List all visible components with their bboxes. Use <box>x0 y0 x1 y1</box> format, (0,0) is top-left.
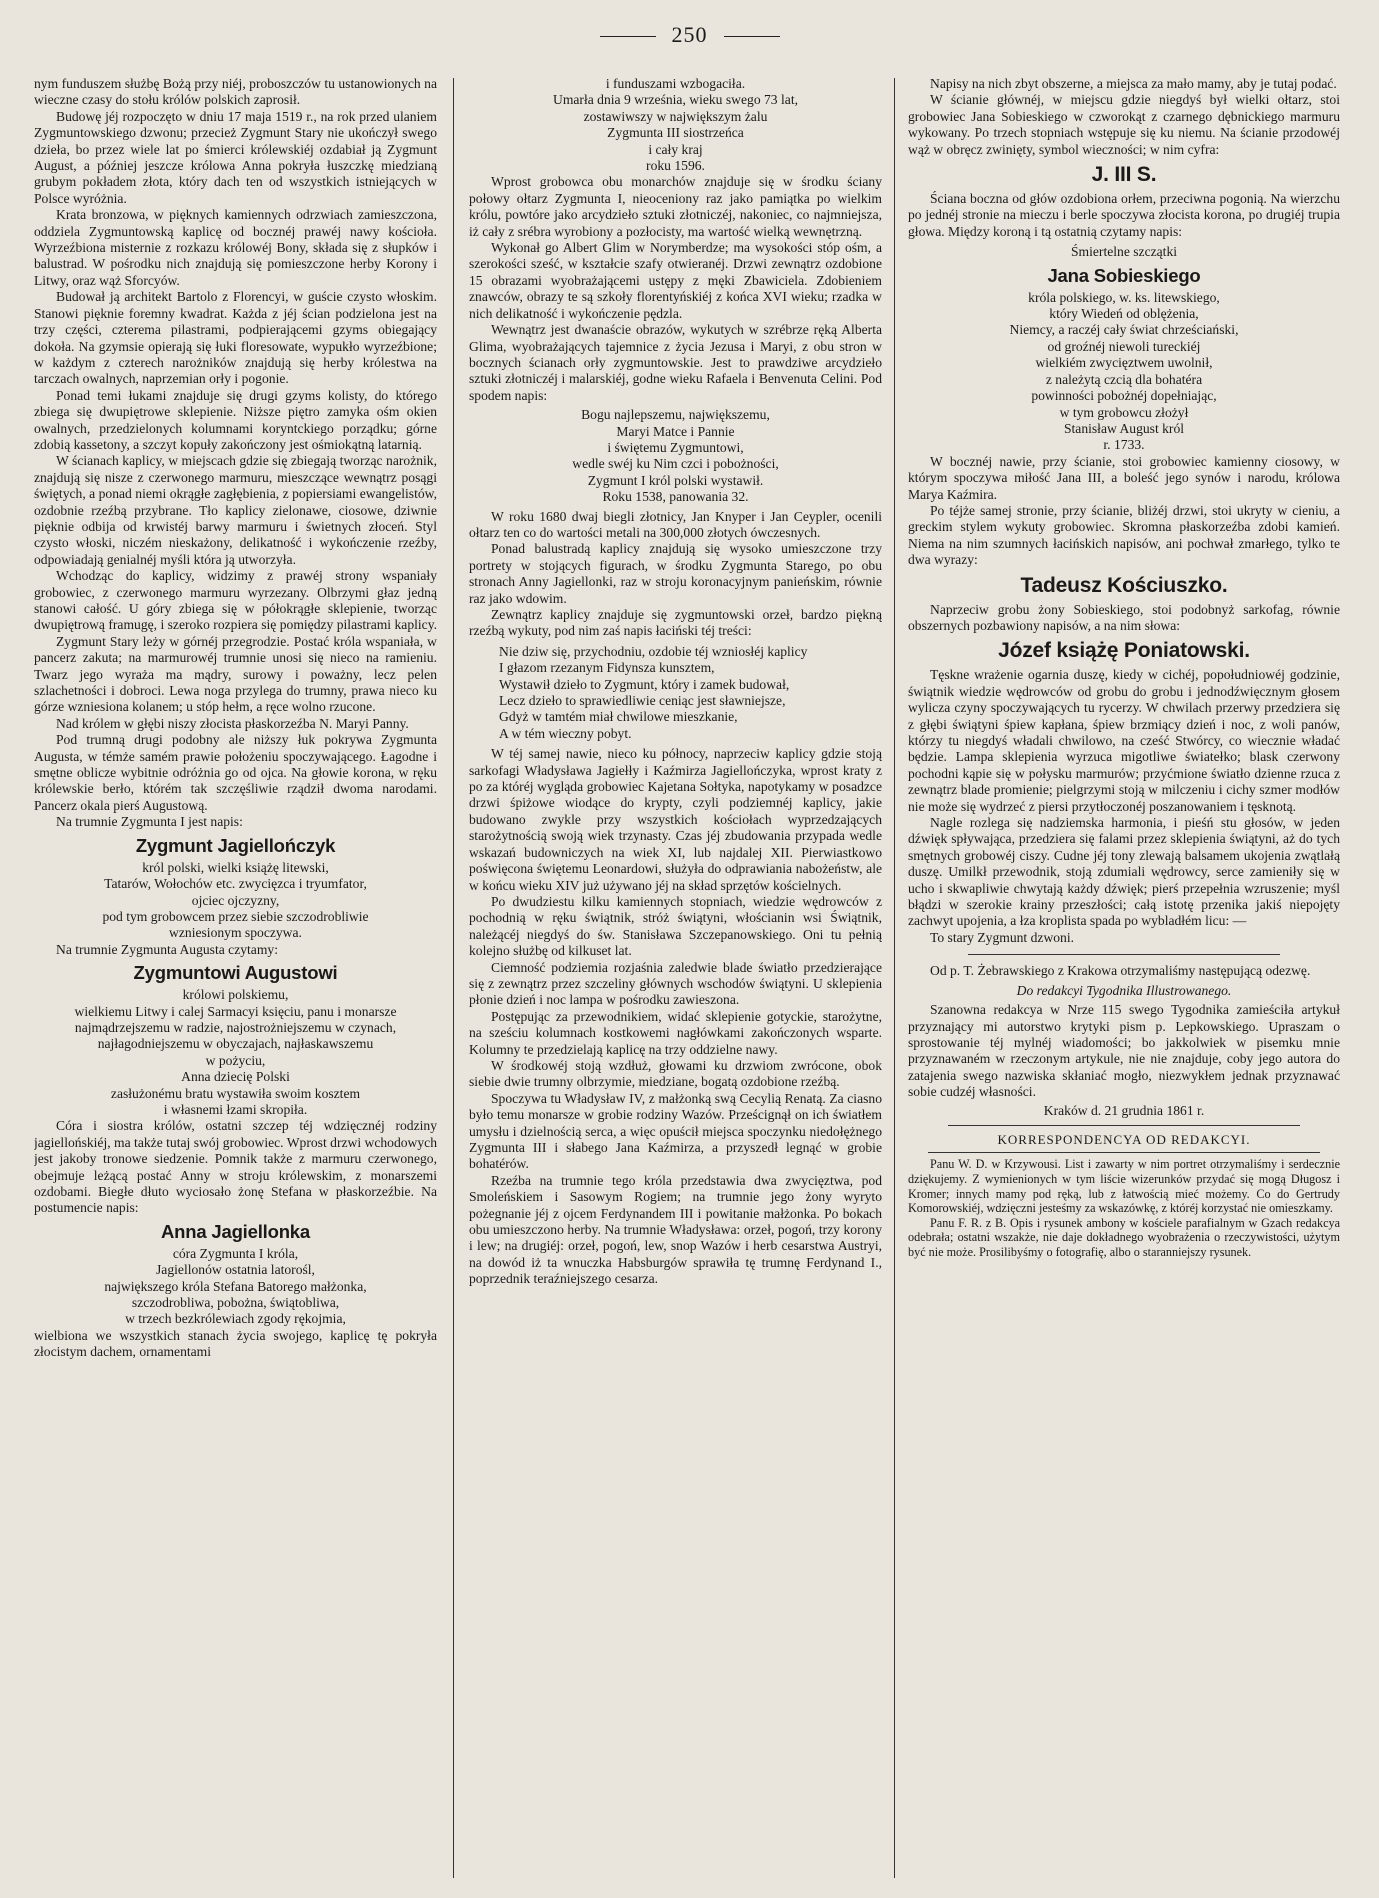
paragraph: Na trumnie Zygmunta Augusta czytamy: <box>56 941 278 957</box>
epitaph-line: i cały kraj <box>648 141 703 157</box>
epitaph-line: Anna dziecię Polski <box>181 1069 290 1085</box>
inscription-line: Roku 1538, panowania 32. <box>602 489 749 505</box>
epitaph-line: Stanisław August król <box>1063 420 1185 436</box>
paragraph: Wewnątrz jest dwanaście obrazów, wykutych w szrébrze ręką Alberta Glima, wyobrażających tajemnice z życia Jezusa i Maryi, z obu stron w bocznych ścianach orły zygmuntowskie. Jest to prawdziwe arcydzieło sztuki złotniczéj i malarskiéj, godne wieku Rafaela i Benvenuta Celini. Pod spodem napis: <box>469 322 882 403</box>
epitaph-line: r. 1733. <box>1103 437 1145 453</box>
column-divider-1 <box>453 78 454 1878</box>
epitaph-name: Zygmunt Jagiellończyk <box>135 834 336 856</box>
verse-line: A w tém wieczny pobyt. <box>499 725 632 741</box>
paragraph: Wykonał go Albert Glim w Norymberdze; ma wysokości stóp ośm, a szerokości sześć, w kształcie szafy otwieranéj. Drzwi zewnątrz ozdobione 15 obrazami wyobrażającemi ustępy z męki Zbawiciela. Zdobieniem znawców, obrazy te są szkoły florentyńskiéj z końca XVI wieku; rzadka w nich delikatność i wykończenie pędzla. <box>469 240 882 321</box>
column-1 <box>34 76 437 1882</box>
epitaph-line: od groźnéj niewoli tureckiéj <box>1047 338 1201 354</box>
epitaph-line: najmądrzejszemu w radzie, najostrożniejszemu w czynach, <box>74 1019 397 1035</box>
epitaph-line: który Wiedeń od oblężenia, <box>1049 306 1199 322</box>
correspondence-title: KORRESPONDENCYA OD REDAKCYI. <box>997 1131 1251 1147</box>
epitaph-line: Umarła dnia 9 września, wieku swego 73 lat, <box>553 92 798 108</box>
epitaph <box>34 1246 437 1328</box>
paragraph: Postępując za przewodnikiem, widać sklepienie gotyckie, starożytne, na sześciu kolumnach kostkowemi nagłówkami zakończonych wsparte. Kolumny te przedzielają kaplicę na trzy oddzielne nawy. <box>469 1008 882 1057</box>
epitaph-line: pod tym grobowcem przez siebie szczodrobliwie <box>102 908 369 924</box>
letter-intro: Od p. T. Żebrawskiego z Krakowa otrzymaliśmy następującą odezwę. <box>930 963 1311 979</box>
epitaph-name: Jana Sobieskiego <box>1047 264 1201 286</box>
verse-line: Nie dziw się, przychodniu, ozdobie téj wzniosłéj kaplicy <box>499 643 808 659</box>
paragraph: W roku 1680 dwaj biegli złotnicy, Jan Knyper i Jan Ceypler, ocenili ołtarz ten co do wartości metali na 300,000 złotych ówczesnych. <box>469 508 882 540</box>
header-rule-left <box>600 36 656 37</box>
epitaph-line: szczodrobliwa, pobożna, świątobliwa, <box>131 1295 340 1311</box>
epitaph-name: Józef książę Poniatowski. <box>998 639 1250 663</box>
letter-date: Kraków d. 21 grudnia 1861 r. <box>1043 1102 1205 1118</box>
epitaph-line: zasłużonému bratu wystawiła swoim kosztem <box>110 1085 361 1101</box>
paragraph: Naprzeciw grobu żony Sobieskiego, stoi podobnyż sarkofag, równie obszernych pozbawiony napisów, a na nim słowa: <box>908 601 1340 633</box>
inscription-line: Maryi Matce i Pannie <box>616 423 735 439</box>
paragraph: W ścianie głównéj, w miejscu gdzie niegdyś był wielki ołtarz, stoi grobowiec Jana Sobieskiego w czworokąt z czarnego dębnickiego marmuru wykowany. Po trzech stopniach wstępuje się ku niemu. Na ścianie przodowéj wąż w obręcz zwinięty, symbol wieczności; w nim cyfra: <box>908 92 1340 157</box>
epitaph-line: wielkiém zwycięztwem uwolnił, <box>1035 355 1213 371</box>
paragraph: Napisy na nich zbyt obszerne, a miejsca za mało mamy, aby je tutaj podać. <box>930 76 1337 91</box>
epitaph-line: córa Zygmunta I króla, <box>172 1245 299 1261</box>
paragraph: Ciemność podziemia rozjaśnia zaledwie blade światło przedzierające się z zewnątrz przez szczeliny głównych wschodów świątyni. U sklepienia płonie dzień i noc lampa w pośrodku zawieszona. <box>469 959 882 1008</box>
epitaph-line: Tatarów, Wołochów etc. zwycięzca i tryumfator, <box>104 876 367 892</box>
paragraph: Zewnątrz kaplicy znajduje się zygmuntowski orzeł, bardzo piękną rzeźbą wykuty, pod nim zaś napis łaciński téj treści: <box>469 607 882 639</box>
epitaph-line: w tym grobowcu złożył <box>1059 404 1189 420</box>
verse-line: Lecz dzieło to sprawiedliwie ceniąc jest sławniejsze, <box>499 693 786 709</box>
verse <box>499 644 882 742</box>
epitaph-line: król polski, wielki książę litewski, <box>142 859 329 875</box>
paragraph: nym funduszem służbę Bożą przy niéj, proboszczów tu ustanowionych na wieczne czasy do stołu królów polskich zaprosił. <box>34 76 437 108</box>
inscription-line: Zygmunt I król polski wystawił. <box>587 472 764 488</box>
epitaph-line: Niemcy, a raczéj cały świat chrześciański, <box>1009 322 1239 338</box>
epitaph <box>34 860 437 942</box>
paragraph: W téj samej nawie, nieco ku północy, naprzeciw kaplicy gdzie stoją sarkofagi Władysława Jagiełły i Kaźmirza Jagiellończyka, wprost kraty z po za któréj wygląda grobowiec Kajetana Sołtyka, napotykamy w posadzce drzwi śpiżowe wiodące do krypty, czyli podziemnéj kaplicy, jakie budowano zwykle przy wszystkich kościołach wyprzedzających starożytnością swoją wiek trzynasty. Czas jéj zbudowania przypada wedle wskazań budowniczych na wiek XI, lub najdalej XII. Pierwiastkowo poświęcona świętemu Leonardowi, służyła do odprawiania nabożeństw, ale w końcu wieku XIV już używano jéj na skład sprzętów kościelnych. <box>469 746 882 893</box>
column-2 <box>469 76 882 1882</box>
correspondence-note: Panu W. D. w Krzywousi. List i zawarty w nim portret otrzymaliśmy i serdecznie dziękujemy. Z wymienionych w tym liście wizerunków przydać się mogą Długosz i Kromer; innych mamy pod ręką, lub z łatwością mieć możemy. Co do Gertrudy Komorowskiéj, wdzięczni jesteśmy za wskazówkę, z któréj korzystać nie omieszkamy. <box>908 1157 1340 1216</box>
epitaph-name: Zygmuntowi Augustowi <box>133 962 338 984</box>
verse-line: I głazom rzezanym Fidynsza kunsztem, <box>499 660 715 676</box>
epitaph-line: największego króla Stefana Batorego małżonka, <box>104 1278 367 1294</box>
epitaph-line: królowi polskiemu, <box>182 987 289 1003</box>
epitaph-line: ojciec ojczyzny, <box>191 892 280 908</box>
epitaph-name: Anna Jagiellonka <box>161 1220 310 1242</box>
epitaph-line: i własnemi łzami skropiła. <box>163 1101 308 1117</box>
paragraph: W środkowéj stoją wzdłuż, głowami ku drzwiom zwrócone, obok siebie dwie trumny olbrzymie, miedziane, bogatą ozdobione rzeźbą. <box>469 1057 882 1090</box>
cypher: J. III S. <box>1091 163 1157 187</box>
epitaph-name: Tadeusz Kościuszko. <box>1020 573 1228 597</box>
epitaph-line: powinności pobożnéj dopełniając, <box>1031 388 1217 404</box>
epitaph <box>469 76 882 174</box>
inscription <box>469 407 882 505</box>
epitaph-line: wzniesionym spoczywa. <box>169 925 302 941</box>
paragraph: Pod trumną drugi podobny ale niższy łuk pokrywa Zygmunta Augusta, w témże samém prawie położeniu spoczywającego. Łagodne i smętne oblicze wybitnie odróżnia go od ojca. Na głowie korona, w ręku królewskie berło, którém tak szczęśliwie rządził dwoma narodami. Pancerz okala pierś Augustową. <box>34 732 437 813</box>
section-divider <box>948 1125 1300 1126</box>
paragraph: wielbiona we wszystkich stanach życia swojego, kaplicę tę pokryła złocistym dachem, ornamentami <box>34 1327 437 1360</box>
epitaph-line: Zygmunta III siostrzeńca <box>607 125 744 141</box>
paragraph: Nagle rozlega się nadziemska harmonia, i pieśń stu głosów, w jeden dźwięk spływająca, przedziera się falami przez sklepienia świątyni, aż do tych smętnych grobowéj ciszy. Cudne jéj tony zlewają balsamem ukojenia zwątlałą duszę. Umilkł przewodnik, stoją zdumiali wędrowcy, serce zamieniły się w ucho i skwapliwie chwytają każdy dźwięk; pierś przepełnia wzruszenie; myśl błądzi w szerokie krainy przeszłości; całą istotę przenika jakiś niepojęty zachwyt upojenia, a łza kroplista spada po wybladłém licu: — <box>908 815 1340 929</box>
section-divider <box>928 1152 1320 1153</box>
paragraph: W ścianach kaplicy, w miejscach gdzie się zbiegają tworząc narożnik, znajdują się nisze z czerwonego marmuru, mieszczące wewnątrz posągi świętych, a ponad niemi okrągłe zagłębienia, z popiersiami ewangelistów, ozdobnie rzeźbą przybrane. Tło kaplicy zielonawe, ciosowe, dziwnie pięknie odbija od krwistéj barwy marmuru i świetnych złoceń. Styl czysto włoski, niczém nieskażony, delikatność i wykończenie rzeźby, odpowiadają genialnéj myśli która ją utworzyła. <box>34 453 437 567</box>
paragraph: Zygmunt Stary leży w górnéj przegrodzie. Postać króla wspaniała, w pancerz zakuta; na marmurowéj trumnie unosi się nieco na ramieniu. Twarz jego wyraża ma mądry, surowy i poważny, lecz pelen szlachetności i dobroci. Lewa noga przylega do trumny, prawa nieco ku górze wzniesiona kolanem; u stóp hełm, a ręce wolno rzucone. <box>34 633 437 715</box>
inscription-line: i świętemu Zygmuntowi, <box>607 439 744 455</box>
epitaph-line: Śmiertelne szczątki <box>1070 244 1178 260</box>
letter-body: Szanowna redakcya w Nrze 115 swego Tygodnika zamieściła artykuł przyznający mi autorstwo krytyki pism p. Lepkowskiego. Upraszam o sprostowanie téj mylnéj wiadomości; bo jakkolwiek w pisemku mnie przyznawaném w rzeczonym artykule, nie nie znajduje, coby jego autora do zatajenia swego nazwiska skłaniać mogło, niezwykłem jednak przyznawać sobie cudzéj własności. <box>908 1002 1340 1100</box>
paragraph: Ponad balustradą kaplicy znajdują się wysoko umieszczone trzy portrety w stojących figurach, w środku Zygmunta Starego, po obu stronach Anny Jagiellonki, raz w stroju koronacyjnym panieńskim, równie raz jako wdowim. <box>469 541 882 606</box>
epitaph <box>34 987 437 1118</box>
paragraph: Wchodząc do kaplicy, widzimy z prawéj strony wspaniały grobowiec, z czerwonego marmuru wyrzezany. Olbrzymi głaz jedną stanowi całość. U góry zbiega się w półokrągłe sklepienie, tworząc dwupiętrową framugę, i szeroko rozpiera się pomiędzy pilastrami kaplicy. <box>34 568 437 633</box>
epitaph-line: w pożyciu, <box>205 1052 266 1068</box>
epitaph-line: roku 1596. <box>646 158 705 174</box>
paragraph: Budował ją architekt Bartolo z Florencyi, w guście czysto włoskim. Stanowi pięknie foremny kwadrat. Każda z jéj ścian podzielona jest na trzy części, czterema pilastrami, podpierającemi gzyms obiegający dokoła. Na gzymsie opierają się łuki floresowate, wypukło wyrzeźbione; w każdym z czterech narożników znajdują się herby królestwa na tarczach owalnych, naprzemian orły i pogonie. <box>34 289 437 387</box>
inscription-line: wedle swéj ku Nim czci i pobożności, <box>572 456 779 472</box>
epitaph-line: najłagodniejszemu w obyczajach, najłaskawszemu <box>97 1036 374 1052</box>
paragraph: To stary Zygmunt dzwoni. <box>930 929 1075 945</box>
paragraph: Tęskne wrażenie ogarnia duszę, kiedy w cichéj, popołudniowéj godzinie, świątnik wiedzie wędrowców od grobu do grobu i jednodźwięcznym głosem wylicza czyny spoczywających tu rycerzy. W chwilach przerwy przedziera się z głębi świątyni śpiew kapłana, śpiew brzmiący dzień i noc, z woli panów, którzy tu niegdyś władali chwilowo, na cześć Stwórcy, co wiecznie władać będzie. Lampa sklepienia wyrzuca migotliwe światełko; blask czerwony pochodni kąpie się w połysku marmurów; przyćmione światło dzienne rzuca z zewnątrz blade promienie; pielgrzymi stoją w milczeniu i cichy szmer modłów nie może się wydrzeć z piersi przytłoczonéj poszanowaniem i tęsknotą. <box>908 667 1340 814</box>
column-divider-2 <box>894 78 895 1878</box>
page-header <box>0 22 1379 48</box>
paragraph: Spoczywa tu Władysław IV, z małżonką swą Cecylią Renatą. Za ciasno było temu monarsze w grobie rodziny Wazów. Prześcignął on ich światłem umysłu i dzielnością serca, a więc opuścił miejsca spoczynku niedołężnego Zygmunta III i słabego Jana Kaźmirza, a przyszedł legnąć w grobie bohatérów. <box>469 1090 882 1172</box>
paragraph: Krata bronzowa, w pięknych kamiennych odrzwiach zamieszczona, oddziela Zygmuntowską kaplicę od bocznéj prawéj nawy kościoła. Wyrzeźbiona misternie z rozkazu królowéj Bony, składa się z słupków i balustrad. W pośrodku nich znajdują się pomieszczone herby Korony i Litwy, oraz wąż Sforcyów. <box>34 207 437 288</box>
epitaph-line: i funduszami wzbogaciła. <box>605 76 746 91</box>
column-3 <box>908 76 1340 1882</box>
letter-recipient: Do redakcyi Tygodnika Illustrowanego. <box>1016 982 1232 998</box>
inscription-line: Bogu najlepszemu, największemu, <box>581 407 770 423</box>
paragraph: Ponad temi łukami znajduje się drugi gzyms kolisty, do którego zbiega się dwupiętrowe sklepienie. Niższe piętro zamyka ośm okien owalnych, przedzielonych kolumnami koryntckiego porządku; górne zdobią kassetony, a szczyt kopuły zakończony jest ośmiokątną latarnią. <box>34 387 437 452</box>
epitaph-line: króla polskiego, w. ks. litewskiego, <box>1028 289 1220 305</box>
epitaph-line: Jagiellonów ostatnia latorośl, <box>156 1262 315 1278</box>
epitaph <box>908 290 1340 454</box>
verse-line: Gdyż w tamtém miał chwilowe mieszkanie, <box>499 709 738 725</box>
paragraph: Nad królem w głębi niszy złocista płaskorzeźba N. Maryi Panny. <box>56 715 409 731</box>
paragraph: Po dwudziestu kilku kamiennych stopniach, wiedzie wędrowców z pochodnią w ręku świątnik, stróż świątyni, włościanin wsi Świątnik, należącéj niegdyś do św. Stanisława Szczepanowskiego. Oni tu pełnią kolejno służbę od kilkuset lat. <box>469 893 882 959</box>
paragraph: Po téjże samej stronie, przy ścianie, bliżéj drzwi, stoi ukryty w cieniu, a greckim stylem wykuty grobowiec. Skromna płaskorzeźba zdobi kamień. Niema na nim szumnych łacińskich napisów, ani pochwał zmarłego, tylko te dwa wyrazy: <box>908 502 1340 568</box>
paragraph: Budowę jéj rozpoczęto w dniu 17 maja 1519 r., na rok przed ulaniem Zygmuntowskiego dzwonu; przecież Zygmunt Stary nie ukończył swego dzieła, bo przez wiele lat po śmierci królewskiéj ozdabiał ją Zygmunt August, a później jeszcze królowa Anna pokryła łuszczkę miedzianą grubym pokładem złota, który dach ten od wszystkich istniejących w Polsce wyróżnia. <box>34 108 437 206</box>
paragraph: Ściana boczna od głów ozdobiona orłem, przeciwna pogonią. Na wierzchu po jednéj stronie na mieczu i berle spoczywa złocista korona, po drugiéj trupia głowa. Między koroną i tą ostatnią czytamy napis: <box>908 191 1340 239</box>
verse-line: Wystawił dzieło to Zygmunt, który i zamek budował, <box>499 676 790 692</box>
paragraph: Córa i siostra królów, ostatni szczep téj wdzięcznéj rodziny jagiellońskiéj, ma także tutaj swój grobowiec. Wprost drzwi wchodowych jest jakoby tronowe siedzenie. Pomnik także z marmuru czerwonego, obejmuje leżącą postać Anny w stroju królewskim, z monarszemi ozdobami. Biegłe dłuto wyciosało żonę Stefana w płaskorzeźbie. Na postumencie napis: <box>34 1118 437 1216</box>
section-divider <box>968 954 1280 955</box>
epitaph-line: z należytą czcią dla bohatéra <box>1045 371 1203 387</box>
epitaph-line: zostawiwszy w największym żalu <box>583 108 768 124</box>
paragraph: Wprost grobowca obu monarchów znajduje się w środku ściany połowy ołtarz Zygmunta I, nieoceniony raz jako pamiątka po wielkim królu, powtóre jako arcydzieło sztuki złotniczéj, nakoniec, co najmniejsza, iż cały z srébra wyrobiony a pozłocisty, ma wartość wielką wewnętrzną. <box>469 174 882 239</box>
correspondence-note: Panu F. R. z B. Opis i rysunek ambony w kościele parafialnym w Gzach redakcya odebrała; ostatni wszakże, nie daje dokładnego wyobrażenia o rzeczywistości, użytym być nie może. Prosilibyśmy o fotografię, albo o staranniejszy rysunek. <box>908 1215 1340 1259</box>
paragraph: Rzeźba na trumnie tego króla przedstawia dwa zwycięztwa, pod Smoleńskiem i Sasowym Rogiem; na trumnie jego żony wyryto pożegnanie jéj z ojcem Ferdynandem III i powitanie małżonka. Po bokach obu umieszczono herby. Na trumnie Władysława: orzeł, pogoń, trzy korony i lew; na drugiéj: orzeł, pogoń, lew, snop Wazów i herb cesarstwa Austryi, na dowód iż ta wnuczka Habsburgów sprawiła tę trumnę Ferdynand I., poprzednik teraźniejszego cesarza. <box>469 1172 882 1287</box>
epitaph-line: wielkiemu Litwy i calej Sarmacyi księciu, panu i monarsze <box>74 1003 397 1019</box>
paragraph: Na trumnie Zygmunta I jest napis: <box>56 814 243 830</box>
epitaph-line: w trzech bezkrólewiach zgody rękojmia, <box>125 1311 346 1327</box>
paragraph: W bocznéj nawie, przy ścianie, stoi grobowiec kamienny ciosowy, w którym spoczywa miłość Jana III, a boleść jego synów i narodu, królowa Marya Kaźmira. <box>908 453 1340 502</box>
header-rule-right <box>724 36 780 37</box>
page-number: 250 <box>671 22 708 47</box>
